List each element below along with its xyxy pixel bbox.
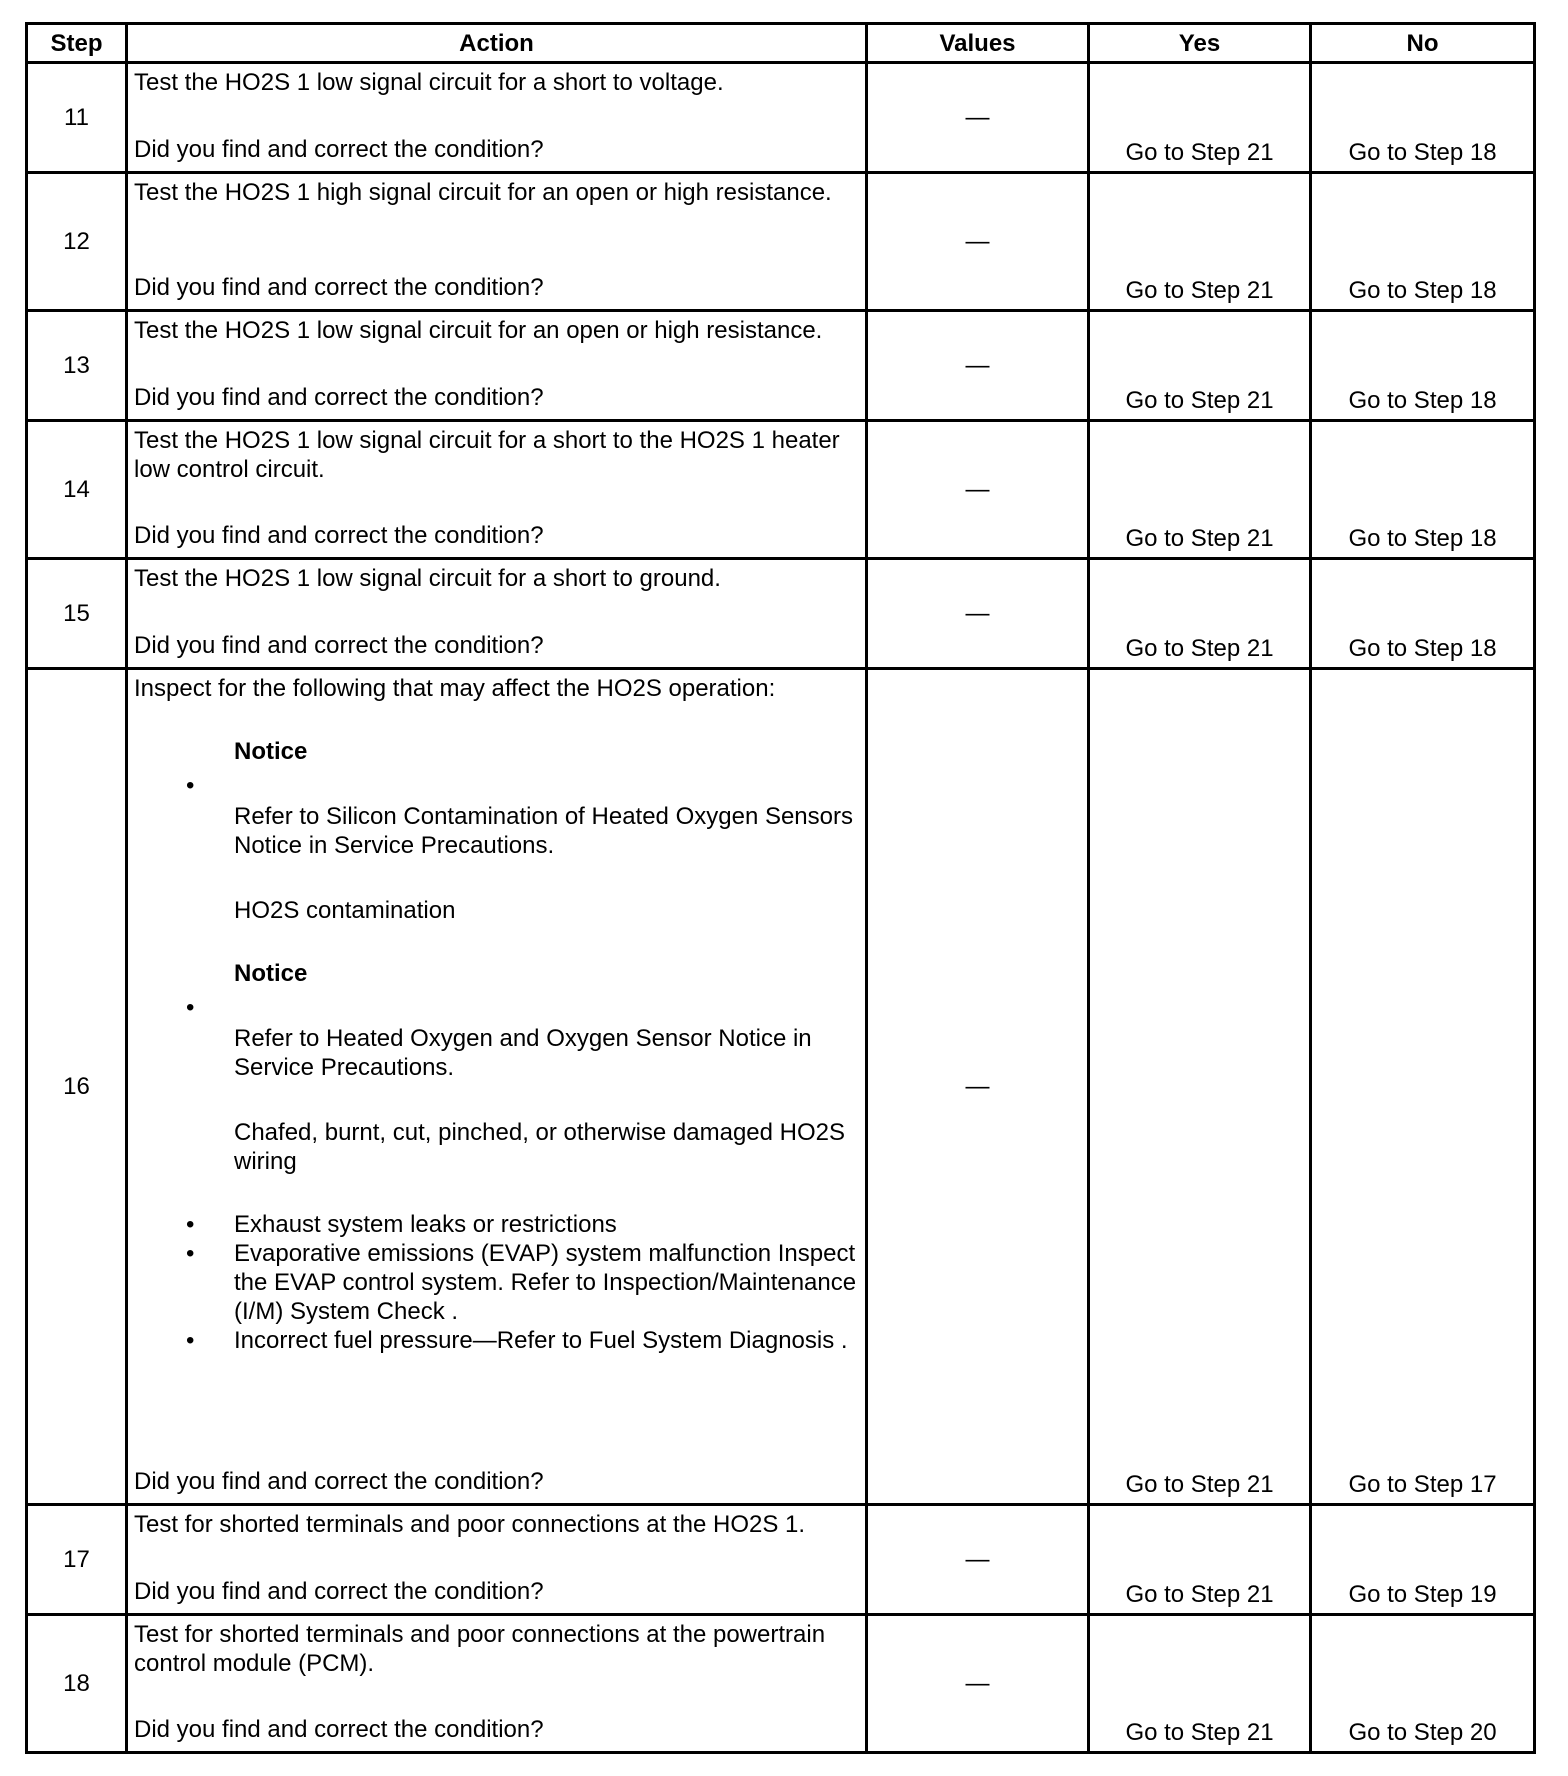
step-number: 11 [27,63,127,173]
no-link[interactable]: Go to Step 20 [1348,1719,1497,1746]
yes-link[interactable]: Go to Step 21 [1125,387,1274,414]
yes-cell [1089,63,1311,173]
no-link[interactable]: Go to Step 18 [1348,635,1497,662]
no-cell [1311,173,1535,311]
action-text: Inspect for the following that may affect the HO2S operation: [134,675,776,702]
table-row [27,173,1535,311]
no-cell [1311,311,1535,421]
list-item [134,1239,859,1326]
step-number: 16 [27,669,127,1505]
value-cell: — [867,1505,1089,1615]
action-text: Test the HO2S 1 low signal circuit for an open or high resistance. [134,317,823,344]
yes-link[interactable]: Go to Step 21 [1125,139,1274,166]
action-cell [127,1505,867,1615]
step-number: 13 [27,311,127,421]
action-text: Test the HO2S 1 low signal circuit for a short to the HO2S 1 heater low control circuit. [134,427,840,483]
action-cell [127,421,867,559]
table-row [27,1615,1535,1753]
yes-link[interactable]: Go to Step 21 [1125,525,1274,552]
list-item [134,737,859,925]
yes-cell [1089,1615,1311,1753]
notice-text: Refer to Heated Oxygen and Oxygen Sensor Notice in Service Precautions. [234,1025,812,1081]
yes-link[interactable]: Go to Step 21 [1125,635,1274,662]
action-cell [127,1615,867,1753]
action-text: Test the HO2S 1 high signal circuit for an open or high resistance. [134,179,832,206]
question-text: Did you find and correct the condition? [134,1716,544,1743]
value-cell: — [867,421,1089,559]
no-cell [1311,669,1535,1505]
yes-cell [1089,669,1311,1505]
value-cell: — [867,311,1089,421]
inspection-item: Incorrect fuel pressure—Refer to Fuel System Diagnosis . [234,1327,848,1354]
notice-item: HO2S contamination [234,897,456,924]
no-link[interactable]: Go to Step 19 [1348,1581,1497,1608]
diagnostic-table [25,22,1536,1754]
yes-cell [1089,421,1311,559]
step-number: 14 [27,421,127,559]
bullet-icon: • [186,1211,195,1238]
yes-cell [1089,173,1311,311]
action-text: Test for shorted terminals and poor connections at the HO2S 1. [134,1511,806,1538]
no-link[interactable]: Go to Step 18 [1348,387,1497,414]
bullet-icon: • [186,1327,195,1354]
table-row [27,559,1535,669]
list-item [134,1210,859,1239]
yes-link[interactable]: Go to Step 21 [1125,1719,1274,1746]
no-link[interactable]: Go to Step 17 [1348,1471,1497,1498]
header-row [27,24,1535,63]
header-action: Action [127,24,867,63]
no-cell [1311,421,1535,559]
question-text: Did you find and correct the condition? [134,384,544,411]
action-text: Test the HO2S 1 low signal circuit for a short to voltage. [134,69,724,96]
yes-cell [1089,559,1311,669]
question-text: Did you find and correct the condition? [134,274,544,301]
yes-link[interactable]: Go to Step 21 [1125,1471,1274,1498]
table-row [27,63,1535,173]
question-text: Did you find and correct the condition? [134,1578,544,1605]
list-item [134,959,859,1176]
bullet-icon: • [186,1240,195,1267]
no-cell [1311,1615,1535,1753]
no-link[interactable]: Go to Step 18 [1348,139,1497,166]
table-row [27,1505,1535,1615]
value-cell: — [867,559,1089,669]
value-cell: — [867,669,1089,1505]
inspection-item: Exhaust system leaks or restrictions [234,1211,617,1238]
action-text: Test the HO2S 1 low signal circuit for a short to ground. [134,565,721,592]
notice-item: Chafed, burnt, cut, pinched, or otherwise damaged HO2S wiring [234,1119,846,1175]
inspection-block [134,674,859,1355]
value-cell: — [867,173,1089,311]
value-cell: — [867,63,1089,173]
notice-title: Notice [234,738,308,765]
action-cell [127,559,867,669]
bullet-icon: • [186,994,195,1021]
question-text: Did you find and correct the condition? [134,136,544,163]
header-values: Values [867,24,1089,63]
action-cell [127,173,867,311]
notice-text: Refer to Silicon Contamination of Heated Oxygen Sensors Notice in Service Precautions. [234,803,853,859]
inspection-list [134,737,859,1355]
no-link[interactable]: Go to Step 18 [1348,277,1497,304]
action-cell [127,669,867,1505]
action-cell [127,311,867,421]
table-row [27,311,1535,421]
step-number: 12 [27,173,127,311]
yes-link[interactable]: Go to Step 21 [1125,1581,1274,1608]
bullet-icon: • [186,772,195,799]
header-no: No [1311,24,1535,63]
yes-cell [1089,1505,1311,1615]
header-yes: Yes [1089,24,1311,63]
notice-title: Notice [234,960,308,987]
question-text: Did you find and correct the condition? [134,522,544,549]
no-cell [1311,559,1535,669]
question-text: Did you find and correct the condition? [134,632,544,659]
no-link[interactable]: Go to Step 18 [1348,525,1497,552]
yes-link[interactable]: Go to Step 21 [1125,277,1274,304]
no-cell [1311,1505,1535,1615]
value-cell: — [867,1615,1089,1753]
header-step: Step [27,24,127,63]
no-cell [1311,63,1535,173]
question-text: Did you find and correct the condition? [134,1468,544,1495]
action-cell [127,63,867,173]
list-item [134,1326,859,1355]
yes-cell [1089,311,1311,421]
table-row [27,669,1535,1505]
table-row [27,421,1535,559]
step-number: 15 [27,559,127,669]
step-number: 17 [27,1505,127,1615]
inspection-item: Evaporative emissions (EVAP) system malfunction Inspect the EVAP control system. Refer to Inspection/Maintenance (I/M) System Check . [234,1240,857,1325]
step-number: 18 [27,1615,127,1753]
action-text: Test for shorted terminals and poor connections at the powertrain control module (PCM). [134,1621,826,1677]
